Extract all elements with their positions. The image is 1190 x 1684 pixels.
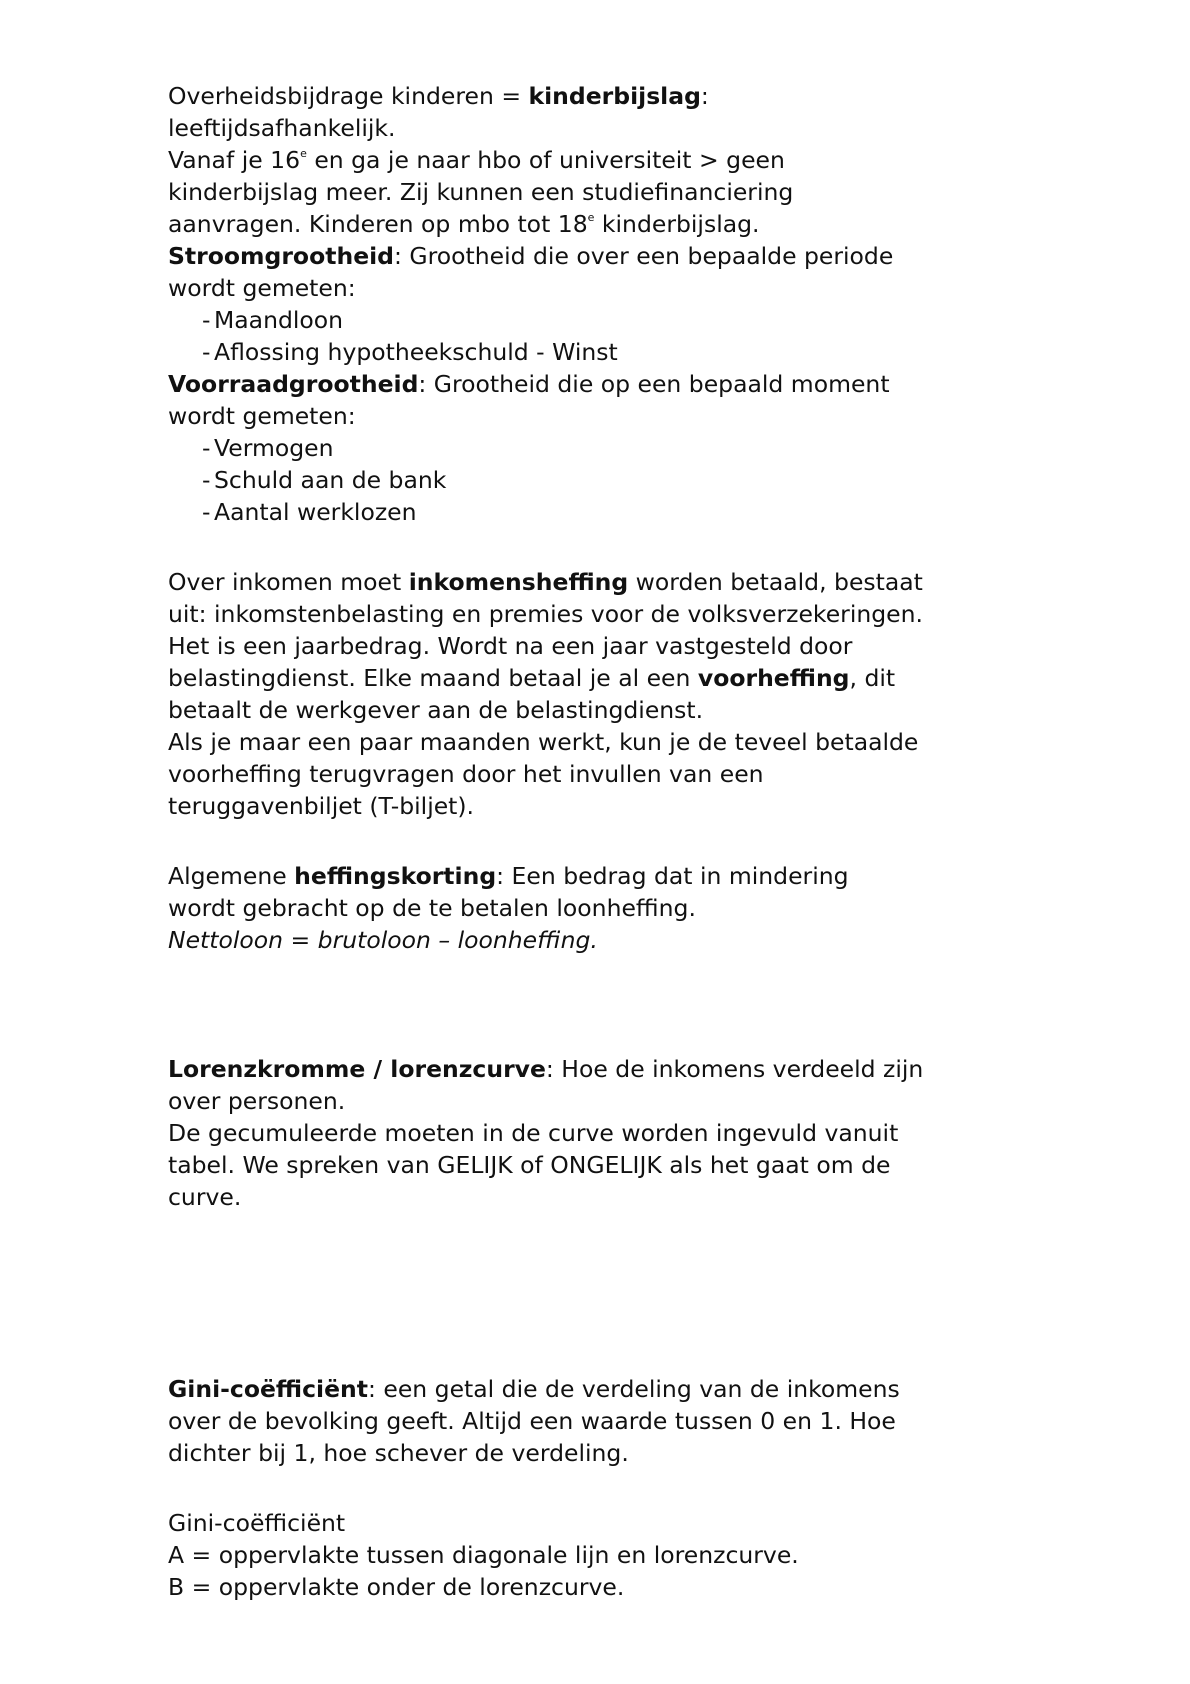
dash: - [202, 434, 211, 462]
list-item [168, 304, 1048, 336]
lorenz-line-1 [168, 1053, 1048, 1085]
kinderbijslag-line-1 [168, 80, 1048, 112]
dash: - [202, 306, 211, 334]
inkomensheffing-line-5: betaalt de werkgever aan de belastingdienst. [168, 696, 704, 724]
term-kinderbijslag: kinderbijslag [528, 82, 701, 110]
text: : een getal die de verdeling van de inkomens [368, 1375, 900, 1403]
list-item-text: Vermogen [214, 434, 334, 462]
gini-line-1 [168, 1373, 1048, 1405]
text: : Grootheid die op een bepaald moment [418, 370, 890, 398]
dash: - [202, 338, 211, 366]
kinderbijslag-line-3 [168, 144, 1048, 176]
superscript: e [300, 147, 307, 160]
text: Algemene [168, 862, 295, 890]
list-item-text: Aflossing hypotheekschuld - Winst [214, 338, 618, 366]
heffingskorting-line-1 [168, 860, 1048, 892]
gini2-line-a: A = oppervlakte tussen diagonale lijn en lorenzcurve. [168, 1541, 799, 1569]
term-gini-coefficient: Gini-coëfficiënt [168, 1375, 368, 1403]
stroom-line-1 [168, 240, 1048, 272]
text: Over inkomen moet [168, 568, 409, 596]
list-item-text: Maandloon [214, 306, 344, 334]
gini-line-2: over de bevolking geeft. Altijd een waarde tussen 0 en 1. Hoe [168, 1407, 896, 1435]
dash: - [202, 498, 211, 526]
term-lorenzcurve: Lorenzkromme / lorenzcurve [168, 1055, 546, 1083]
inkomensheffing-line-2: uit: inkomstenbelasting en premies voor de volksverzekeringen. [168, 600, 923, 628]
gini2-heading: Gini-coëfficiënt [168, 1509, 346, 1537]
text: Vanaf je 16 [168, 146, 301, 174]
lorenz-line-5: curve. [168, 1183, 242, 1211]
gini-line-3: dichter bij 1, hoe schever de verdeling. [168, 1439, 629, 1467]
text: aanvragen. Kinderen op mbo tot 18 [168, 210, 588, 238]
gini2-line-b: B = oppervlakte onder de lorenzcurve. [168, 1573, 625, 1601]
list-item-text: Schuld aan de bank [214, 466, 447, 494]
inkomensheffing-line-8: teruggavenbiljet (T-biljet). [168, 792, 475, 820]
kinderbijslag-line-5 [168, 208, 1048, 240]
term-stroomgrootheid: Stroomgrootheid [168, 242, 395, 270]
text: : Hoe de inkomens verdeeld zijn [545, 1055, 924, 1083]
text: : [700, 82, 709, 110]
list-item [168, 336, 1048, 368]
term-voorheffing: voorheffing [697, 664, 850, 692]
text: worden betaald, bestaat [628, 568, 923, 596]
text: kinderbijslag. [594, 210, 760, 238]
kinderbijslag-line-4: kinderbijslag meer. Zij kunnen een studiefinanciering [168, 178, 794, 206]
lorenz-line-3: De gecumuleerde moeten in de curve worden ingevuld vanuit [168, 1119, 899, 1147]
text: , dit [849, 664, 896, 692]
inkomensheffing-line-7: voorheffing terugvragen door het invullen van een [168, 760, 764, 788]
text: : Een bedrag dat in mindering [496, 862, 849, 890]
list-item [168, 464, 1048, 496]
term-heffingskorting: heffingskorting [294, 862, 497, 890]
inkomensheffing-line-1 [168, 566, 1048, 598]
voorraad-line-1 [168, 368, 1048, 400]
text: belastingdienst. Elke maand betaal je al een [168, 664, 698, 692]
lorenz-line-2: over personen. [168, 1087, 346, 1115]
document-page [168, 80, 1048, 1603]
heffingskorting-line-2: wordt gebracht op de te betalen loonheffing. [168, 894, 696, 922]
text: en ga je naar hbo of universiteit > geen [306, 146, 785, 174]
stroom-line-2: wordt gemeten: [168, 274, 356, 302]
inkomensheffing-line-6: Als je maar een paar maanden werkt, kun je de teveel betaalde [168, 728, 919, 756]
dash: - [202, 466, 211, 494]
inkomensheffing-line-3: Het is een jaarbedrag. Wordt na een jaar vastgesteld door [168, 632, 853, 660]
formula-nettoloon: Nettoloon = brutoloon – loonheffing. [168, 926, 598, 954]
voorraad-line-2: wordt gemeten: [168, 402, 356, 430]
kinderbijslag-line-2: leeftijdsafhankelijk. [168, 114, 396, 142]
text: : Grootheid die over een bepaalde periode [394, 242, 894, 270]
text: Overheidsbijdrage kinderen = [168, 82, 529, 110]
list-item-text: Aantal werklozen [214, 498, 417, 526]
term-inkomensheffing: inkomensheffing [408, 568, 629, 596]
term-voorraadgrootheid: Voorraadgrootheid [168, 370, 419, 398]
list-item [168, 432, 1048, 464]
superscript: e [587, 211, 595, 224]
list-item [168, 496, 1048, 528]
lorenz-line-4: tabel. We spreken van GELIJK of ONGELIJK als het gaat om de [168, 1151, 891, 1179]
inkomensheffing-line-4 [168, 662, 1048, 694]
heffingskorting-formula [168, 924, 1048, 956]
